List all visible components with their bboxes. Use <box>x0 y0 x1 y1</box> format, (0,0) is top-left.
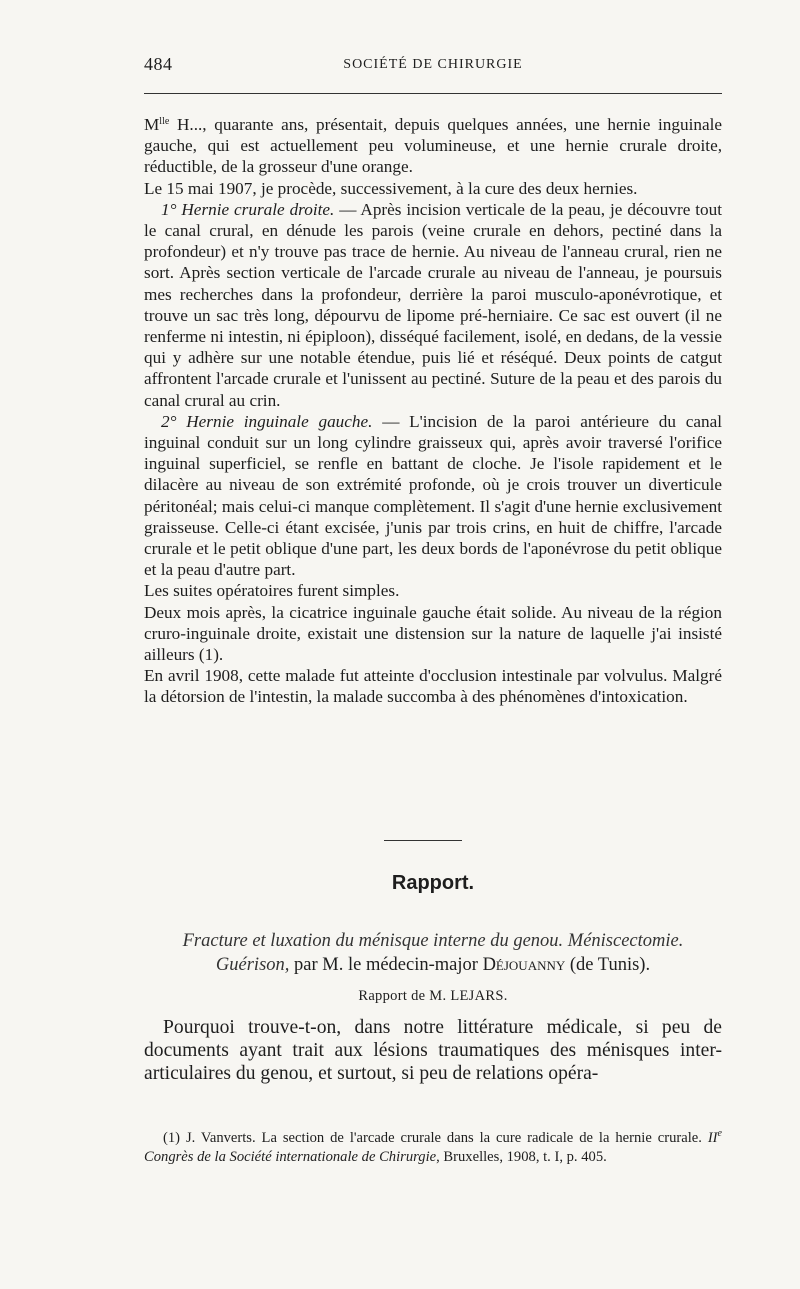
header-rule <box>144 93 722 94</box>
paragraph-4-lead: 2° Hernie inguinale gauche. <box>161 411 373 431</box>
case-report-text <box>144 111 722 708</box>
running-title: SOCIÉTÉ DE CHIRURGIE <box>343 57 523 72</box>
page-number: 484 <box>144 54 173 74</box>
article-title <box>144 929 722 977</box>
paragraph-3-text: — Après incision verticale de la peau, je découvre tout le canal crural, en dénude les parois (veine crurale en dehors, pectiné dans la profondeur) et n'y trouve pas trace de hernie. Au niveau de l'anneau crural, rien ne sort. Après section verticale de l'arcade crurale au niveau de l'anneau, je poursuis mes recherches dans la profondeur, derrière la paroi musculo-aponévrotique, et trouve un sac très long, dépourvu de lipome pré-herniaire. Ce sac est ouvert (il ne renferme ni intestin, ni épiploon), disséqué facilement, isolé, en dedans, de la vessie qui y adhère sur une notable étendue, puis lié et réséqué. Deux points de catgut affrontent l'arcade crurale et l'unissent au pectiné. Suture de la peau et des parois du canal crural au crin. <box>144 199 722 410</box>
paragraph-3-lead: 1° Hernie crurale droite. <box>161 199 335 219</box>
article-title-by: par M. le médecin-major <box>289 955 483 975</box>
footnote-1 <box>144 1124 722 1167</box>
page-header <box>144 54 722 80</box>
footnote-text-d: , Bruxelles, 1908, t. I, p. 405. <box>436 1149 607 1165</box>
paragraph-4 <box>144 411 722 581</box>
paragraph-1 <box>144 111 722 178</box>
section-heading: Rapport. <box>391 872 475 894</box>
report-byline: Rapport de M. LEJARS. <box>358 988 508 1004</box>
report-lead-text <box>144 1016 722 1085</box>
article-author-location: (de Tunis). <box>565 955 651 975</box>
footnote-congress-number: II <box>707 1130 718 1146</box>
article-author: Déjouanny <box>482 955 566 975</box>
section-divider <box>384 840 462 841</box>
paragraph-7: En avril 1908, cette malade fut atteinte d'occlusion intestinale par volvulus. Malgré la détorsion de l'intestin, la malade succomba à des phénomènes d'intoxication. <box>144 666 722 707</box>
paragraph-4-text: — L'incision de la paroi antérieure du canal inguinal conduit sur un long cylindre graisseux qui, après avoir traversé l'orifice inguinal superficiel, se renfle en battant de cloche. Je l'isole rapidement et le dilacère au niveau de son extrémité profonde, où je crois trouver un diverticule péritonéal; mais celui-ci manque complètement. Il s'agit d'une hernie exclusivement graisseuse. Celle-ci étant excisée, j'unis par trois crins, en huit de chiffre, l'arcade crurale et le petit oblique d'une part, les deux bords de l'aponévrose du petit oblique et la peau d'autre part. <box>144 411 723 580</box>
paragraph-2: Le 15 mai 1907, je procède, successivement, à la cure des deux hernies. <box>144 178 638 198</box>
footnote-text-a: (1) J. Vanverts. La section de l'arcade crurale dans la cure radicale de la hernie crurale. <box>163 1130 708 1146</box>
article-title-italic: Fracture et luxation du ménisque interne du genou. Méniscectomie. Guérison, <box>182 931 684 975</box>
paragraph-3 <box>144 199 722 411</box>
paragraph-6: Deux mois après, la cicatrice inguinale gauche était solide. Au niveau de la région cruro-inguinale droite, existait une distension sur la nature de laquelle j'ai insisté ailleurs (1). <box>144 602 722 665</box>
paragraph-1-text: H..., quarante ans, présentait, depuis quelques années, une hernie inguinale gauche, qui est actuellement peu volumineuse, et une hernie crurale droite, réductible, de la grosseur d'une orange. <box>144 115 722 177</box>
report-lead-paragraph: Pourquoi trouve-t-on, dans notre littérature médicale, si peu de documents ayant trait aux lésions traumatiques des ménisques inter-articulaires du genou, et surtout, si peu de relations opéra- <box>144 1017 722 1084</box>
paragraph-1-start: M <box>144 115 160 134</box>
footnote <box>144 1124 722 1167</box>
paragraph-5: Les suites opératoires furent simples. <box>144 581 400 601</box>
footnote-superscript: e <box>717 1128 722 1139</box>
paragraph-1-superscript: lle <box>159 116 170 127</box>
footnote-congress-name: Congrès de la Société internationale de Chirurgie <box>144 1149 437 1165</box>
